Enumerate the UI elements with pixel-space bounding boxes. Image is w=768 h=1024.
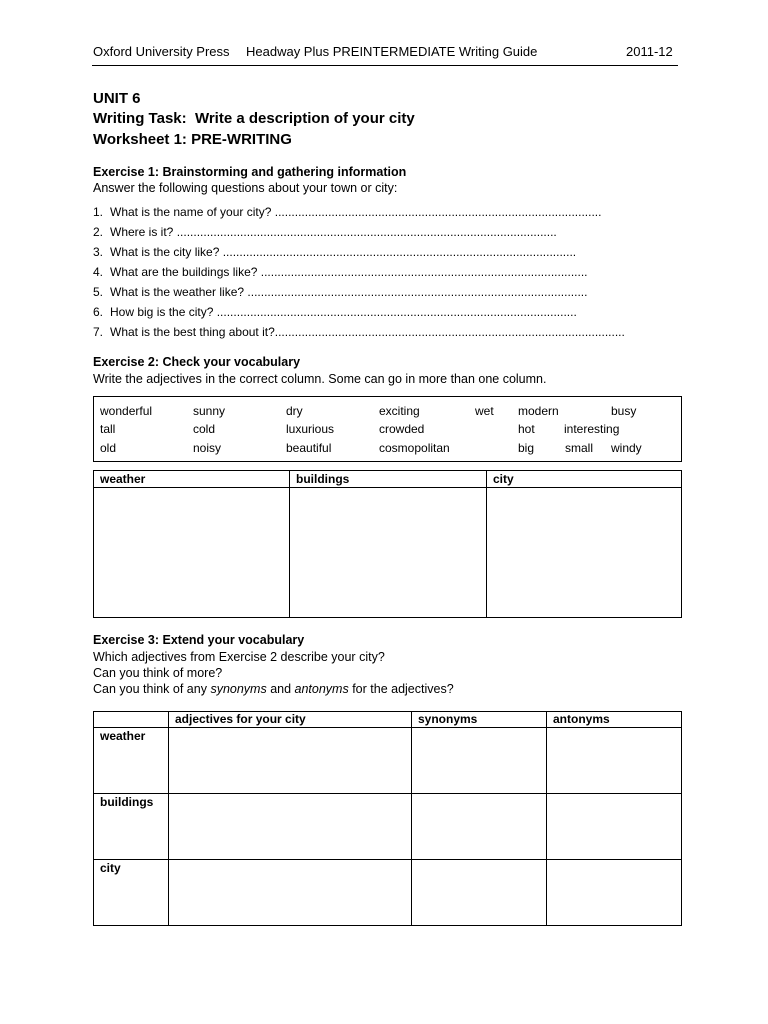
category-table [93, 470, 682, 618]
exercise2-title: Exercise 2: Check your vocabulary [93, 355, 301, 369]
exercise3-line-2: Can you think of more? [93, 666, 223, 680]
header-book-title: Headway Plus PREINTERMEDIATE Writing Guide [246, 44, 538, 59]
answer-cell[interactable] [547, 728, 682, 794]
row-header-weather: weather [94, 728, 169, 794]
header-publisher: Oxford University Press [93, 44, 230, 59]
word-item: hot [518, 422, 535, 436]
exercise2-instruction: Write the adjectives in the correct column. Some can go in more than one column. [93, 372, 547, 386]
answer-cell[interactable] [547, 794, 682, 860]
row-header-city: city [94, 860, 169, 926]
question-4: 4. What are the buildings like? .................................................................................................. [93, 265, 588, 279]
column-header-city: city [487, 471, 682, 488]
answer-cell[interactable] [94, 488, 290, 618]
word-item: old [100, 441, 117, 455]
question-3: 3. What is the city like? .......................................................................................................... [93, 245, 577, 259]
vocabulary-table [93, 711, 682, 926]
word-item: luxurious [286, 422, 335, 436]
answer-cell[interactable] [169, 794, 412, 860]
word-item: noisy [193, 441, 222, 455]
answer-cell[interactable] [487, 488, 682, 618]
answer-cell[interactable] [169, 860, 412, 926]
corner-cell [94, 712, 169, 728]
word-item: small [565, 441, 594, 455]
word-item: sunny [193, 404, 226, 418]
question-7: 7. What is the best thing about it?......................................................................................................... [93, 325, 625, 339]
word-item: exciting [379, 404, 420, 418]
unit-title: UNIT 6 [93, 90, 141, 107]
answer-cell[interactable] [290, 488, 487, 618]
answer-cell[interactable] [412, 728, 547, 794]
word-item: interesting [564, 422, 620, 436]
answer-cell[interactable] [412, 794, 547, 860]
word-item: cosmopolitan [379, 441, 450, 455]
column-header-antonyms: antonyms [547, 712, 682, 728]
header-rule [92, 65, 678, 66]
word-item: busy [611, 404, 637, 418]
question-5: 5. What is the weather like? ...................................................................................................... [93, 285, 588, 299]
header-year: 2011-12 [626, 44, 673, 59]
exercise3-line-3: Can you think of any synonyms and antonyms for the adjectives? [93, 682, 454, 696]
answer-cell[interactable] [169, 728, 412, 794]
exercise3-title: Exercise 3: Extend your vocabulary [93, 633, 305, 647]
row-header-buildings: buildings [94, 794, 169, 860]
word-item: wet [475, 404, 494, 418]
word-item: modern [518, 404, 559, 418]
question-6: 6. How big is the city? ............................................................................................................ [93, 305, 577, 319]
word-item: beautiful [286, 441, 332, 455]
word-item: wonderful [100, 404, 153, 418]
word-item: big [518, 441, 535, 455]
exercise3-line-1: Which adjectives from Exercise 2 describe your city? [93, 650, 385, 664]
question-1: 1. What is the name of your city? .................................................................................................. [93, 205, 602, 219]
word-item: crowded [379, 422, 425, 436]
word-item: windy [611, 441, 642, 455]
answer-cell[interactable] [547, 860, 682, 926]
answer-cell[interactable] [412, 860, 547, 926]
word-item: tall [100, 422, 116, 436]
column-header-weather: weather [94, 471, 290, 488]
exercise1-title: Exercise 1: Brainstorming and gathering information [93, 165, 407, 179]
column-header-adjectives: adjectives for your city [169, 712, 412, 728]
column-header-synonyms: synonyms [412, 712, 547, 728]
question-2: 2. Where is it? .................................................................................................................. [93, 225, 557, 239]
worksheet-title: Worksheet 1: PRE-WRITING [93, 131, 292, 148]
exercise1-instruction: Answer the following questions about your town or city: [93, 181, 398, 195]
writing-task-title: Writing Task: Write a description of your city [93, 110, 415, 127]
column-header-buildings: buildings [290, 471, 487, 488]
word-item: dry [286, 404, 303, 418]
word-item: cold [193, 422, 216, 436]
